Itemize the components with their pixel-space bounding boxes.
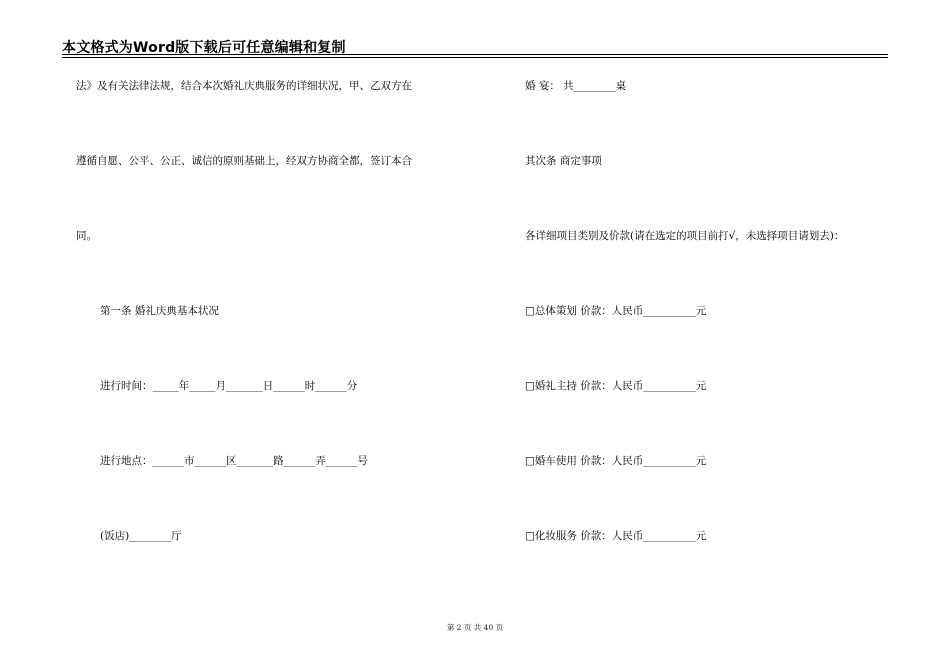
left-paragraph-line-1: 法》及有关法律法规，结合本次婚礼庆典服务的详细状况，甲、乙双方在: [76, 80, 412, 92]
header-rule-top: [62, 54, 888, 55]
hotel-hall-field: (饭店)________厅: [100, 530, 182, 542]
item-makeup-service: □化妆服务 价款：人民币__________元: [525, 530, 707, 542]
banquet-tables-field: 婚 宴： 共________桌: [525, 80, 627, 92]
page-number-footer: 第 2 页 共 40 页: [446, 623, 504, 632]
section-heading-1: 第一条 婚礼庆典基本状况: [100, 305, 219, 317]
item-wedding-car: □婚车使用 价款：人民币__________元: [525, 455, 707, 467]
ceremony-location-field: 进行地点：______市______区_______路______弄______号: [100, 455, 368, 467]
item-wedding-host: □婚礼主持 价款：人民币__________元: [525, 380, 707, 392]
header-rule-bottom: [62, 57, 888, 58]
ceremony-time-field: 进行时间：_____年_____月_______日______时______分: [100, 380, 358, 392]
left-paragraph-line-3: 同。: [76, 230, 97, 242]
section-heading-2: 其次条 商定事项: [525, 155, 602, 167]
left-paragraph-line-2: 遵循自愿、公平、公正、诚信的原则基础上，经双方协商全都，签订本合: [76, 155, 412, 167]
item-instructions: 各详细项目类别及价款(请在选定的项目前打√，未选择项目请划去)：: [525, 230, 845, 242]
page-header-title: 本文格式为Word版下载后可任意编辑和复制: [62, 40, 346, 56]
item-overall-planning: □总体策划 价款：人民币__________元: [525, 305, 707, 317]
